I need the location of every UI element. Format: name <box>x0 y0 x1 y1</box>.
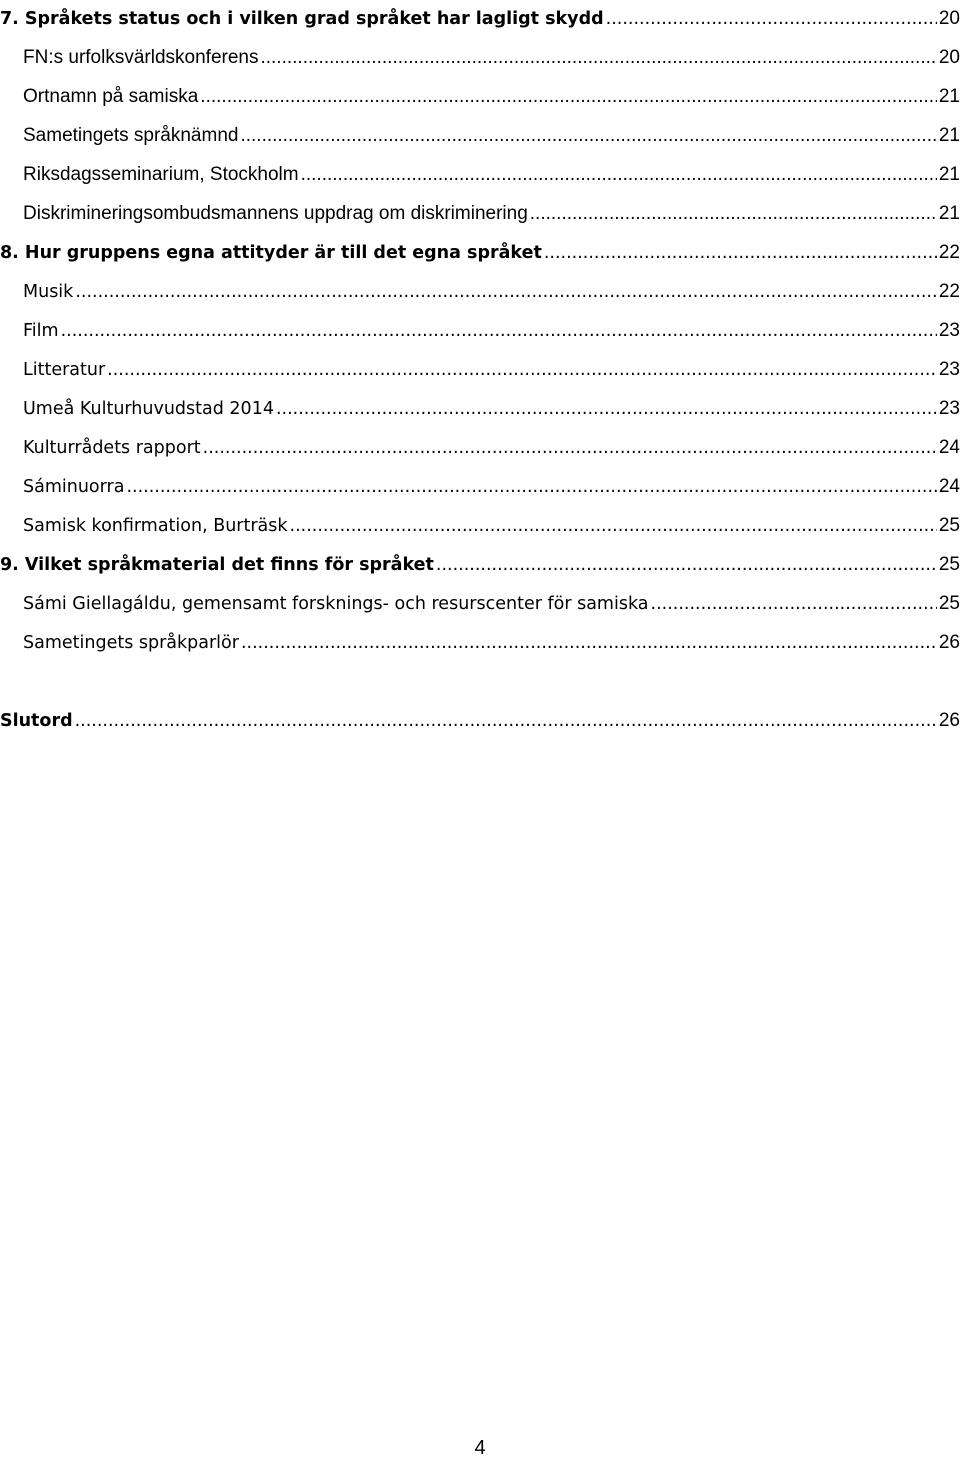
toc-leader-dots <box>606 8 937 30</box>
toc-leader-dots <box>544 242 937 264</box>
toc-leader-dots <box>290 515 937 537</box>
toc-entry-page: 20 <box>938 8 960 29</box>
toc-entry[interactable] <box>0 0 960 30</box>
toc-leader-dots <box>260 47 936 69</box>
toc-entry-title: Litteratur <box>23 360 106 380</box>
toc-entry-title: Samisk konfirmation, Burträsk <box>23 516 288 536</box>
toc-entry[interactable] <box>23 468 960 498</box>
toc-leader-dots <box>75 281 937 303</box>
toc-entry-title: Sámi Giellagáldu, gemensamt forsknings- och resurscenter för samiska <box>23 594 649 614</box>
toc-entry[interactable] <box>0 234 960 264</box>
toc-entry[interactable] <box>23 351 960 381</box>
toc-entry-page: 26 <box>938 632 960 653</box>
toc-entry-title: 8. Hur gruppens egna attityder är till det egna språket <box>0 243 542 263</box>
toc-entry-title: Ortnamn på samiska <box>23 86 199 107</box>
toc-entry[interactable] <box>0 546 960 576</box>
toc-entry-title: Musik <box>23 282 74 302</box>
toc-entry-page: 24 <box>938 437 960 458</box>
toc-leader-dots <box>240 125 936 147</box>
toc-entry[interactable] <box>23 507 960 537</box>
toc-entry-page: 24 <box>938 476 960 497</box>
toc-entry-title: Diskrimineringsombudsmannens uppdrag om diskriminering <box>23 203 528 224</box>
toc-leader-dots <box>126 476 936 498</box>
toc-entry[interactable] <box>23 195 960 225</box>
toc-entry[interactable] <box>23 273 960 303</box>
toc-entry-page: 23 <box>938 320 960 341</box>
toc-entry[interactable] <box>23 429 960 459</box>
toc-entry-title: 9. Vilket språkmaterial det finns för språket <box>0 555 434 575</box>
toc-entry-page: 25 <box>938 554 960 575</box>
toc-entry-page: 21 <box>938 203 960 224</box>
toc-leader-dots <box>61 320 937 342</box>
toc-entry[interactable] <box>23 312 960 342</box>
toc-entry-title: FN:s urfolksvärldskonferens <box>23 47 259 68</box>
toc-entry[interactable] <box>23 624 960 654</box>
toc-entry-page: 20 <box>938 47 960 68</box>
toc-leader-dots <box>276 398 937 420</box>
toc-leader-dots <box>203 437 937 459</box>
toc-entry-page: 21 <box>938 86 960 107</box>
toc-entry[interactable] <box>23 585 960 615</box>
toc-leader-dots <box>530 203 937 225</box>
toc-entry-title: Umeå Kulturhuvudstad 2014 <box>23 399 274 419</box>
toc-entry[interactable] <box>23 390 960 420</box>
toc-entry-page: 25 <box>938 593 960 614</box>
page-number: 4 <box>474 1437 486 1459</box>
toc-entry-page: 22 <box>938 242 960 263</box>
toc-entry[interactable] <box>23 78 960 108</box>
toc-entry[interactable] <box>23 117 960 147</box>
toc-entry-title: Sametingets språkparlör <box>23 633 239 653</box>
toc-entry-title: Sáminuorra <box>23 477 125 497</box>
toc-leader-dots <box>107 359 937 381</box>
toc-entry-page: 25 <box>938 515 960 536</box>
toc-entry-title: Slutord <box>0 711 73 731</box>
toc-leader-dots <box>241 632 937 654</box>
toc-leader-dots <box>651 593 937 615</box>
toc-leader-dots <box>436 554 937 576</box>
toc-entry[interactable] <box>23 156 960 186</box>
toc-entry-page: 23 <box>938 398 960 419</box>
toc-entry-page: 21 <box>938 125 960 146</box>
toc-leader-dots <box>75 710 937 732</box>
toc-entry-title: Film <box>23 321 59 341</box>
toc-entry[interactable] <box>23 39 960 69</box>
toc-entry-title: Riksdagsseminarium, Stockholm <box>23 164 299 185</box>
toc-entry-page: 23 <box>938 359 960 380</box>
toc-leader-dots <box>301 164 937 186</box>
toc-entry-page: 22 <box>938 281 960 302</box>
toc-entry-page: 21 <box>938 164 960 185</box>
toc-entry[interactable] <box>0 702 960 732</box>
toc-entry-page: 26 <box>938 710 960 731</box>
toc-entry-title: Kulturrådets rapport <box>23 438 201 458</box>
toc-entry-title: 7. Språkets status och i vilken grad språket har lagligt skydd <box>0 9 604 29</box>
toc-entry-title: Sametingets språknämnd <box>23 125 239 146</box>
toc-leader-dots <box>200 86 937 108</box>
